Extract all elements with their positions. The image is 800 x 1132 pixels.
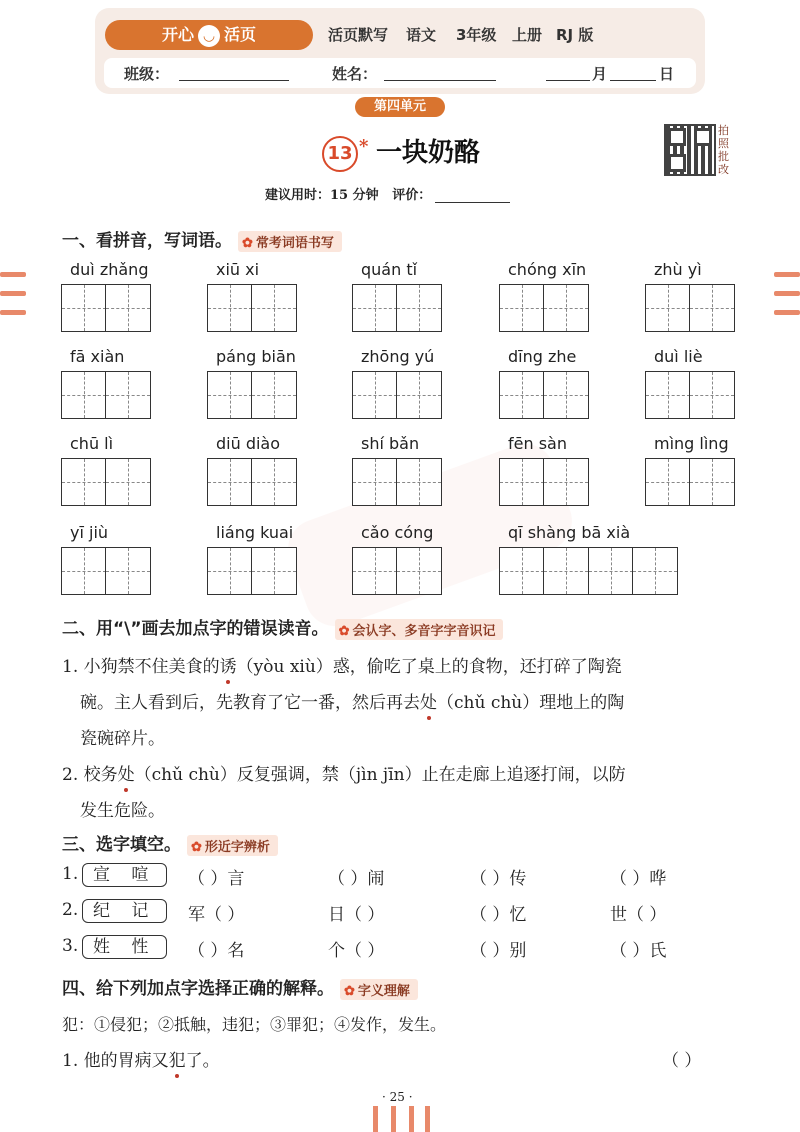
writing-cell[interactable] — [499, 371, 545, 419]
tianzige-grid — [62, 547, 151, 595]
pinyin-label: cǎo cóng — [361, 523, 434, 542]
fill-blank-item[interactable]: （ ）氏 — [610, 941, 667, 961]
pinyin-label: mìng lìng — [654, 434, 729, 453]
lesson-star: * — [359, 136, 369, 157]
writing-cell[interactable] — [207, 458, 253, 506]
s2-line-4: 2. 校务处（chǔ chù）反复强调，禁（jìn jīn）止在走廊上追逐打闹，以防 — [62, 760, 626, 785]
s2-line-3: 瓷碗碎片。 — [80, 729, 165, 749]
unit-badge: 第四单元 — [355, 97, 445, 117]
tianzige-grid — [353, 371, 442, 419]
pinyin-label: yī jiù — [70, 523, 109, 542]
pinyin-label: chū lì — [70, 434, 114, 453]
pinyin-label: páng biān — [216, 347, 296, 366]
tianzige-grid — [62, 371, 151, 419]
writing-cell[interactable] — [543, 371, 589, 419]
writing-cell[interactable] — [207, 284, 253, 332]
choice-number: 2. — [62, 900, 79, 920]
tianzige-grid — [500, 547, 678, 595]
writing-cell[interactable] — [251, 371, 297, 419]
writing-cell[interactable] — [352, 284, 398, 332]
writing-cell[interactable] — [499, 547, 545, 595]
writing-cell[interactable] — [396, 547, 442, 595]
brand-text-2: 活页 — [224, 25, 257, 44]
candidate-chars-box: 宣 喧 — [82, 863, 167, 887]
pinyin-label: zhù yì — [654, 260, 702, 279]
pinyin-label: duì liè — [654, 347, 703, 366]
month-label: 月 — [592, 65, 608, 83]
section2-title — [62, 614, 503, 640]
writing-cell[interactable] — [105, 284, 151, 332]
section4-tag-text: 字义理解 — [357, 983, 410, 999]
name-field[interactable] — [384, 80, 496, 81]
pinyin-label: fā xiàn — [70, 347, 125, 366]
tianzige-grid — [500, 284, 589, 332]
writing-cell[interactable] — [543, 458, 589, 506]
flower-icon: ✿ — [242, 235, 253, 251]
writing-cell[interactable] — [61, 371, 107, 419]
qr-code-icon[interactable] — [664, 124, 716, 176]
eval-field[interactable] — [435, 202, 510, 203]
s2-line-5: 发生危险。 — [80, 801, 165, 821]
writing-cell[interactable] — [251, 458, 297, 506]
answer-blank[interactable]: （ ） — [662, 1051, 702, 1071]
candidate-chars-box: 姓 性 — [82, 935, 167, 959]
pinyin-label: fēn sàn — [508, 434, 567, 453]
pinyin-label: duì zhǎng — [70, 260, 149, 279]
section1-tag — [238, 231, 342, 252]
fill-blank-item[interactable]: 日（ ） — [328, 905, 385, 925]
writing-cell[interactable] — [645, 284, 691, 332]
fill-blank-item[interactable]: （ ）名 — [188, 941, 245, 961]
section2-tag — [335, 619, 504, 640]
writing-cell[interactable] — [588, 547, 634, 595]
right-decor — [774, 272, 800, 327]
tianzige-grid — [62, 458, 151, 506]
left-decor — [0, 272, 26, 327]
writing-cell[interactable] — [105, 458, 151, 506]
writing-cell[interactable] — [352, 547, 398, 595]
pinyin-label: zhōng yú — [361, 347, 435, 366]
s2-line-2: 碗。主人看到后，先教育了它一番，然后再去处（chǔ chù）理地上的陶 — [80, 688, 624, 713]
tianzige-grid — [646, 284, 735, 332]
tianzige-grid — [353, 547, 442, 595]
writing-cell[interactable] — [352, 458, 398, 506]
fill-blank-item[interactable]: （ ）别 — [470, 941, 527, 961]
s4-question-1: 1. 他的胃病又犯了。 — [62, 1046, 220, 1071]
flower-icon: ✿ — [338, 623, 350, 639]
day-label: 日 — [659, 65, 675, 83]
writing-cell[interactable] — [689, 458, 735, 506]
name-label: 姓名： — [332, 65, 378, 83]
lesson-title: 一块奶酪 — [376, 138, 481, 168]
writing-cell[interactable] — [543, 284, 589, 332]
section1-title-text: 一、看拼音，写词语。 — [62, 231, 232, 251]
writing-cell[interactable] — [543, 547, 589, 595]
dotted-char: 处 — [420, 688, 437, 713]
tianzige-grid — [353, 458, 442, 506]
brand-logo — [105, 20, 313, 50]
fill-blank-item[interactable]: 个（ ） — [328, 941, 385, 961]
bottom-decor — [369, 1106, 433, 1132]
fill-blank-item[interactable]: 军（ ） — [188, 905, 245, 925]
writing-cell[interactable] — [632, 547, 678, 595]
writing-cell[interactable] — [105, 547, 151, 595]
choice-number: 3. — [62, 936, 79, 956]
s2-line-1: 1. 小狗禁不住美食的诱（yòu xiù）惑，偷吃了桌上的食物，还打碎了陶瓷 — [62, 652, 622, 677]
edition-label: RJ 版 — [556, 26, 594, 44]
dotted-char: 犯 — [169, 1046, 186, 1071]
subject-label: 语文 — [406, 26, 437, 44]
page-number: · 25 · — [382, 1090, 413, 1104]
definition-line: 犯：①侵犯；②抵触，违犯；③罪犯；④发作，发生。 — [62, 1015, 447, 1034]
month-field[interactable] — [546, 80, 590, 81]
writing-cell[interactable] — [689, 371, 735, 419]
pinyin-label: xiū xi — [216, 260, 260, 279]
flower-icon: ✿ — [191, 839, 202, 855]
section4-tag — [340, 979, 418, 1000]
tianzige-grid — [208, 284, 297, 332]
pinyin-label: liáng kuai — [216, 523, 294, 542]
section1-title — [62, 226, 342, 252]
writing-cell[interactable] — [61, 284, 107, 332]
candidate-chars — [82, 863, 167, 887]
writing-cell[interactable] — [105, 371, 151, 419]
writing-cell[interactable] — [251, 547, 297, 595]
tianzige-grid — [500, 458, 589, 506]
writing-cell[interactable] — [251, 284, 297, 332]
writing-cell[interactable] — [645, 458, 691, 506]
section4-title — [62, 974, 418, 1000]
fill-blank-item[interactable]: （ ）言 — [188, 869, 245, 889]
candidate-chars — [82, 899, 167, 923]
class-label: 班级： — [124, 65, 170, 83]
writing-cell[interactable] — [396, 371, 442, 419]
class-name-date-row — [104, 58, 696, 88]
candidate-chars — [82, 935, 167, 959]
brand-text: 开心 — [161, 25, 194, 44]
section3-title-text: 三、选字填空。 — [62, 835, 181, 855]
candidate-chars-box: 纪 记 — [82, 899, 167, 923]
fill-blank-item[interactable]: （ ）忆 — [470, 905, 527, 925]
writing-cell[interactable] — [396, 458, 442, 506]
pinyin-label: dīng zhe — [508, 347, 577, 366]
pinyin-label: chóng xīn — [508, 260, 587, 279]
section3-tag — [187, 835, 278, 856]
pinyin-label: shí bǎn — [361, 434, 420, 453]
fill-blank-item[interactable]: （ ）闹 — [328, 869, 385, 889]
writing-cell[interactable] — [207, 371, 253, 419]
lesson-number: 13 — [322, 136, 358, 172]
series-label: 活页默写 — [328, 26, 389, 44]
writing-cell[interactable] — [396, 284, 442, 332]
section4-title-text: 四、给下列加点字选择正确的解释。 — [62, 979, 334, 999]
tianzige-grid — [646, 458, 735, 506]
pinyin-label: quán tǐ — [361, 260, 418, 279]
writing-cell[interactable] — [689, 284, 735, 332]
writing-cell[interactable] — [499, 458, 545, 506]
section1-tag-text: 常考词语书写 — [255, 235, 334, 251]
writing-cell[interactable] — [61, 458, 107, 506]
writing-cell[interactable] — [352, 371, 398, 419]
qr-caption: 拍照批改 — [718, 124, 729, 176]
choice-number: 1. — [62, 864, 79, 884]
dotted-char: 诱 — [220, 652, 237, 677]
flower-icon: ✿ — [344, 983, 355, 999]
tianzige-grid — [208, 458, 297, 506]
tianzige-grid — [62, 284, 151, 332]
section2-tag-text: 会认字、多音字字音识记 — [352, 623, 496, 639]
pinyin-label: diū diào — [216, 434, 281, 453]
time-text: 建议用时：15 分钟 — [265, 188, 379, 203]
section3-title — [62, 830, 278, 856]
day-field[interactable] — [610, 80, 656, 81]
dotted-char: 处 — [118, 760, 135, 785]
eval-label: 评价： — [392, 188, 432, 203]
fill-blank-item[interactable]: 世（ ） — [610, 905, 667, 925]
writing-cell[interactable] — [207, 547, 253, 595]
tianzige-grid — [646, 371, 735, 419]
section3-tag-text: 形近字辨析 — [204, 839, 270, 855]
class-field[interactable] — [179, 80, 289, 81]
writing-cell[interactable] — [61, 547, 107, 595]
section2-title-text: 二、用“\”画去加点字的错误读音。 — [62, 619, 329, 639]
tianzige-grid — [208, 371, 297, 419]
volume-label: 上册 — [512, 26, 543, 44]
writing-cell[interactable] — [645, 371, 691, 419]
suggested-time — [265, 184, 510, 203]
tianzige-grid — [500, 371, 589, 419]
grade-label: 3年级 — [456, 26, 497, 44]
writing-cell[interactable] — [499, 284, 545, 332]
smile-logo-icon: ◡ — [198, 25, 220, 47]
fill-blank-item[interactable]: （ ）传 — [470, 869, 527, 889]
pinyin-label: qī shàng bā xià — [508, 523, 631, 542]
tianzige-grid — [353, 284, 442, 332]
tianzige-grid — [208, 547, 297, 595]
fill-blank-item[interactable]: （ ）哗 — [610, 869, 667, 889]
